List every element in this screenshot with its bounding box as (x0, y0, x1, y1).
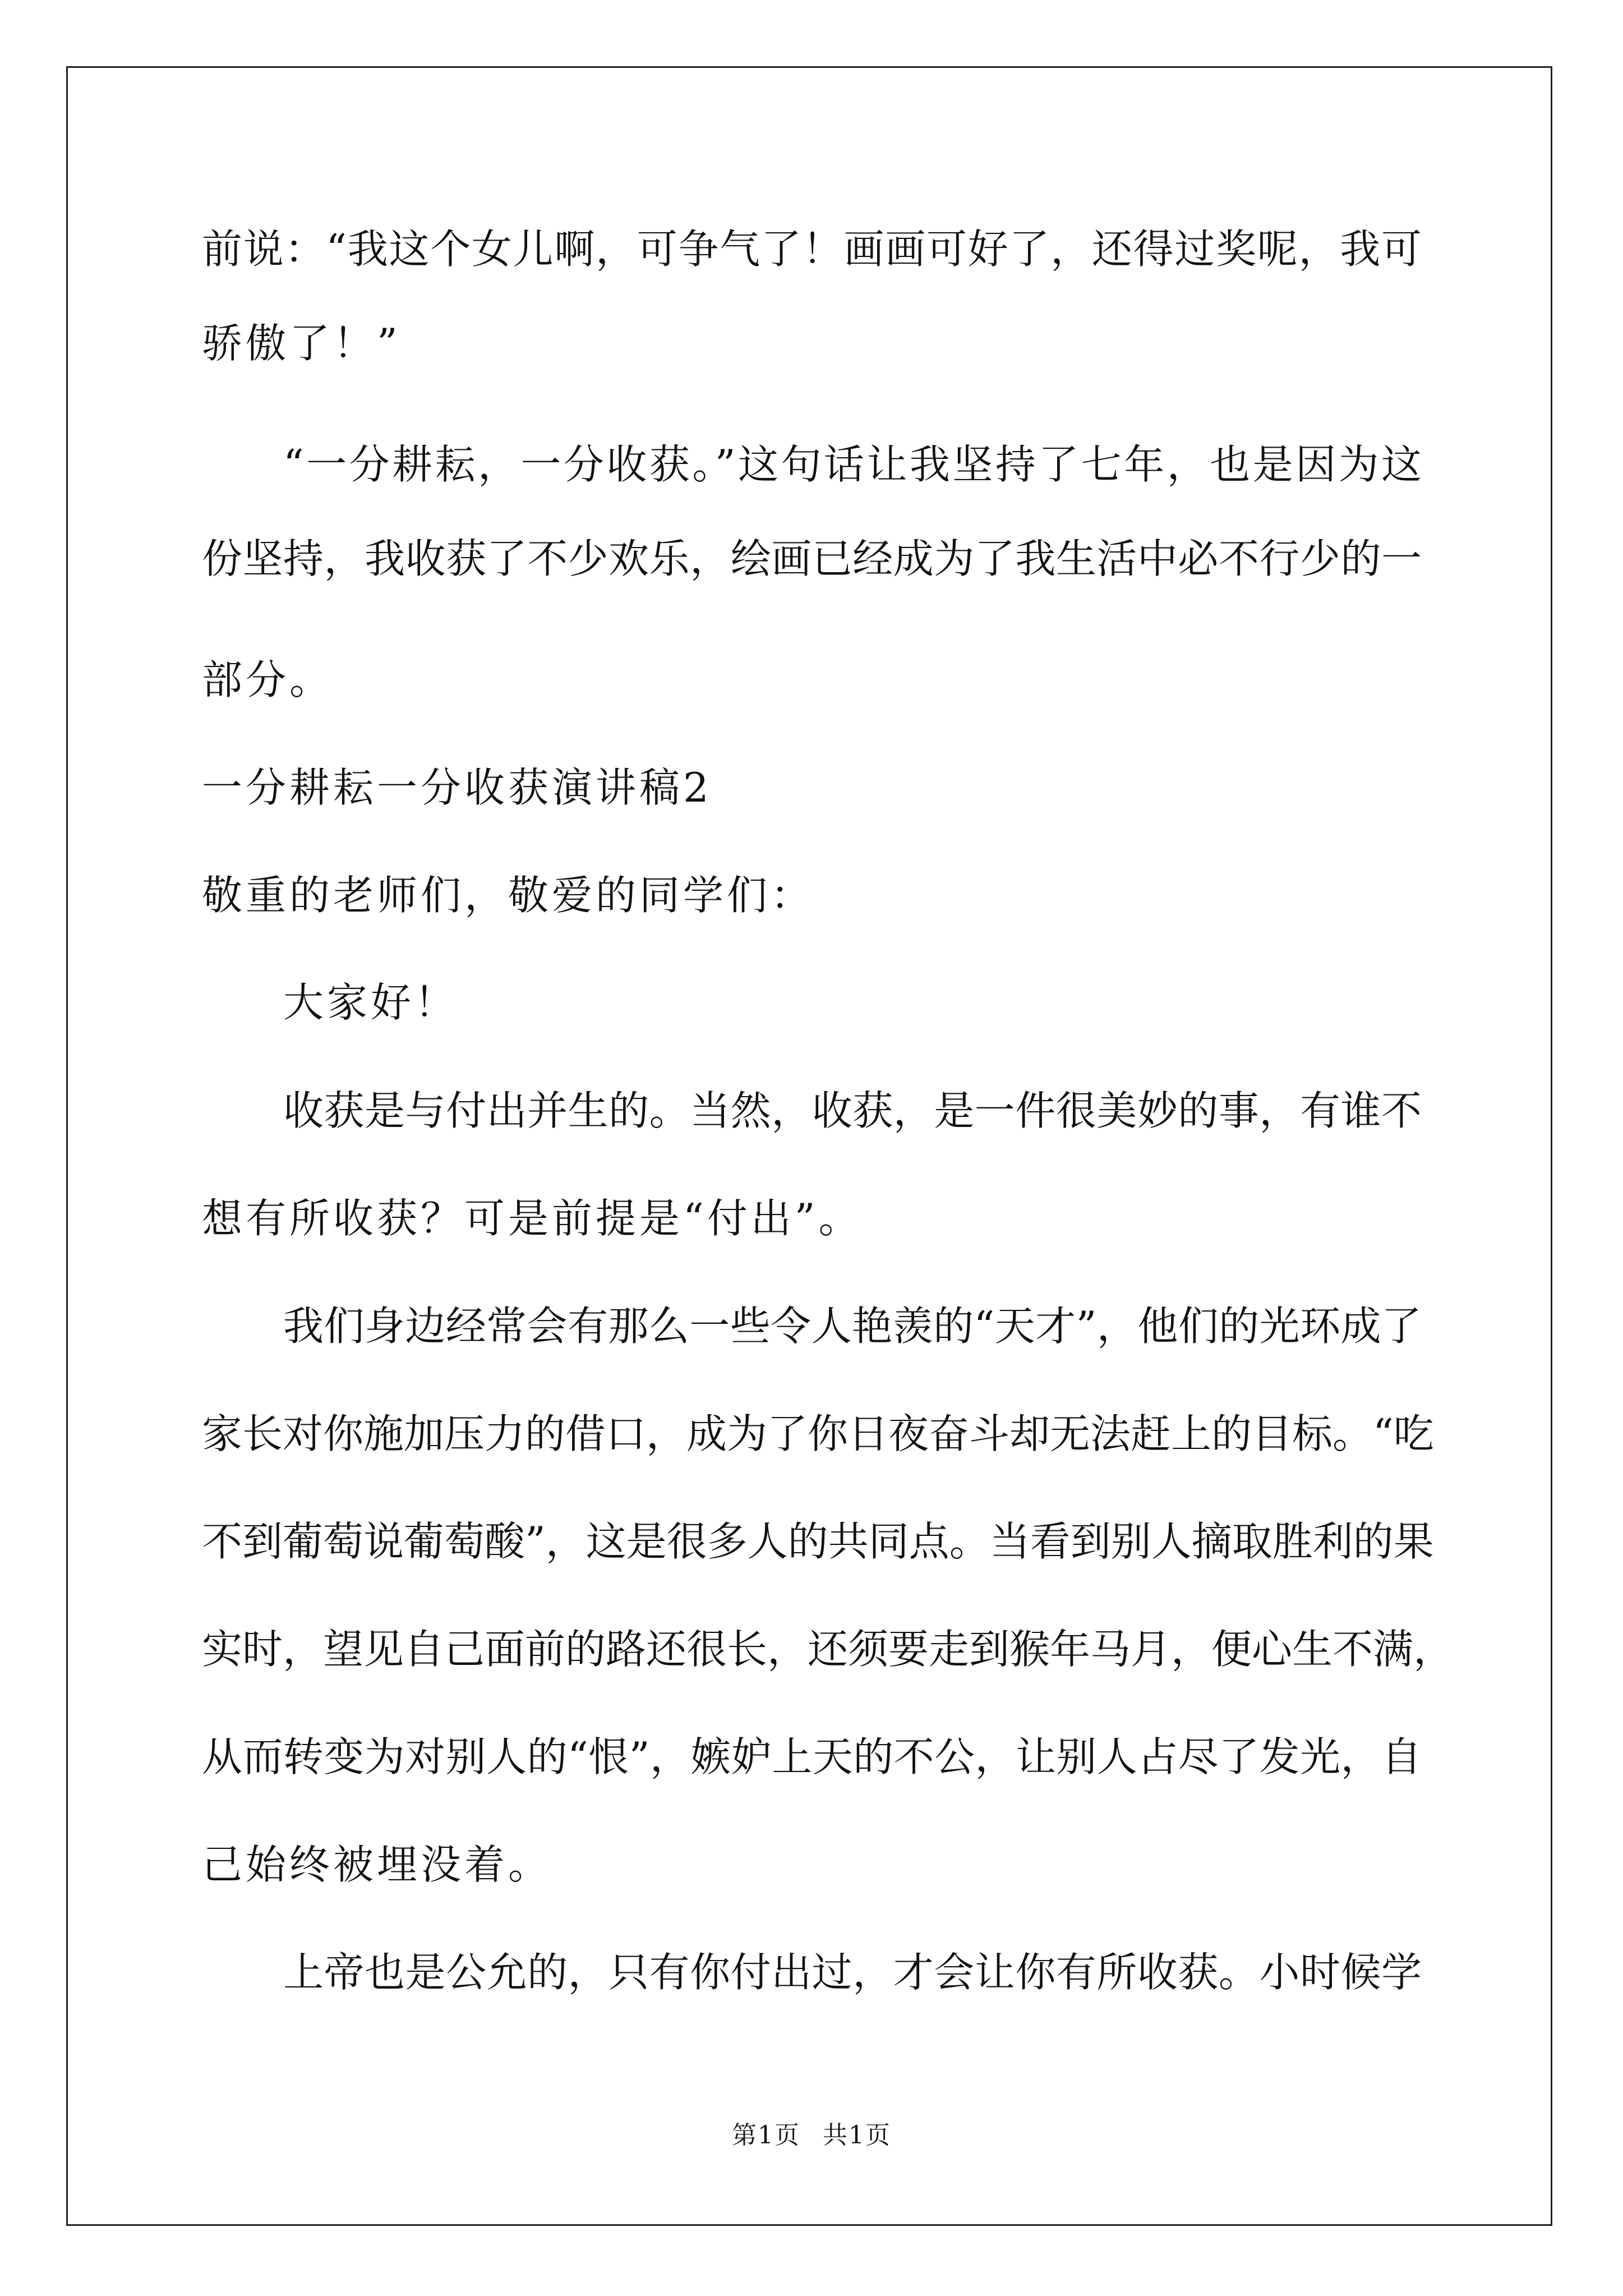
body-line-2: 骄傲了！” (202, 320, 401, 367)
body-line-9: 收获是与付出并生的。当然，收获，是一件很美妙的事，有谁不 (283, 1087, 1422, 1134)
body-line-5: 部分。 (202, 656, 334, 703)
body-line-17: 上帝也是公允的，只有你付出过，才会让你有所收获。小时候学 (283, 1949, 1422, 1996)
body-line-15: 从而转变为对别人的“恨”，嫉妒上天的不公，让别人占尽了发光，自 (202, 1733, 1422, 1780)
body-line-16: 己始终被埋没着。 (202, 1841, 552, 1888)
body-line-11: 我们身边经常会有那么一些令人艳羡的“天才”，他们的光环成了 (283, 1303, 1422, 1350)
page-footer (0, 2123, 1623, 2148)
body-line-4: 份坚持，我收获了不少欢乐，绘画已经成为了我生活中必不行少的一 (202, 535, 1422, 582)
page-border (66, 66, 1552, 2226)
section-heading: 一分耕耘一分收获演讲稿2 (202, 764, 712, 811)
salutation: 敬重的老师们，敬爱的同学们： (202, 872, 815, 919)
page-number: 第1页 (732, 2121, 800, 2150)
body-line-14: 实时，望见自己面前的路还很长，还须要走到猴年马月，便心生不满， (202, 1626, 1454, 1673)
body-line-1: 前说：“我这个女儿啊，可争气了！画画可好了，还得过奖呢，我可 (202, 226, 1422, 273)
body-line-10: 想有所收获？可是前提是“付出”。 (202, 1195, 863, 1242)
page-total: 共1页 (823, 2121, 891, 2150)
body-line-12: 家长对你施加压力的借口，成为了你日夜奋斗却无法赶上的目标。“吃 (202, 1410, 1434, 1457)
body-line-3: “一分耕耘，一分收获。”这句话让我坚持了七年，也是因为这 (283, 441, 1422, 488)
body-line-13: 不到葡萄说葡萄酸”，这是很多人的共同点。当看到别人摘取胜利的果 (202, 1518, 1434, 1565)
greeting: 大家好！ (283, 979, 459, 1026)
